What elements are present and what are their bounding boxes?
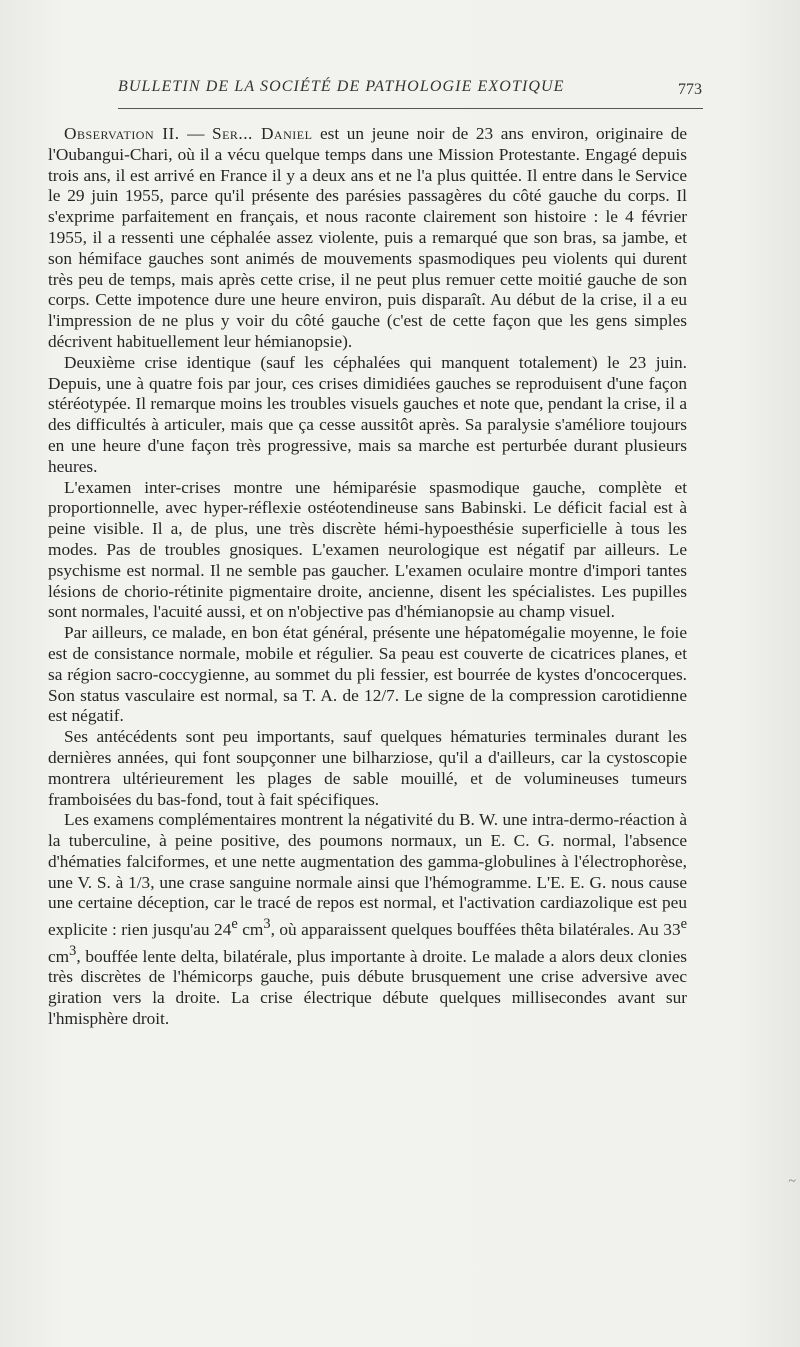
running-title: BULLETIN DE LA SOCIÉTÉ DE PATHOLOGIE EXOTIQUE [118, 78, 565, 95]
dash: — [179, 124, 212, 143]
text-segment: , bouffée lente delta, bilatérale, plus importante à droite. Le malade a alors deux clonies très discrètes de l'hémicorps gauche, puis débute brusquement une crise adversive avec giration vers la droite. La crise électrique débute quelques millisecondes avant sur l'hmisphère droit. [48, 946, 687, 1028]
paragraph-text: est un jeune noir de 23 ans environ, originaire de l'Oubangui-Chari, où il a vécu quelque temps dans une Mission Protestante. Engagé depuis trois ans, il est arrivé en France il y a deux ans et ne l'a plus quittée. Il entre dans le Service le 29 juin 1955, parce qu'il présente des parésies passagères du côté gauche du corps. Il s'exprime parfaitement en français, et nous raconte clairement son histoire : le 4 février 1955, il a ressenti une céphalée assez violente, puis a remarqué que son bras, sa jambe, et son hémiface gauches sont animés de mouvements spasmodiques peu violents qui durent très peu de temps, mais après cette crise, il ne peut plus remuer cette moitié gauche de son corps. Cette impotence dure une heure environ, puis disparaît. Au début de la crise, il a eu l'impression de ne plus y voir du côté gauche (c'est de cette façon que les gens simples décrivent habituellement leur hémianopsie). [48, 124, 688, 351]
page-number: 773 [678, 81, 702, 98]
paragraph-general-state: Par ailleurs, ce malade, en bon état général, présente une hépatomégalie moyenne, le foie est de consistance normale, mobile et régulier. Sa peau est couverte de cicatrices planes, et sa région sacro-coccygienne, au sommet du pli fessier, est bourrée de kystes d'oncocerques. Son status vasculaire est normal, sa T. A. de 12/7. Le signe de la compression carotidienne est négatif. [48, 623, 687, 726]
margin-mark: ~ [788, 1174, 796, 1189]
paragraph-examination: L'examen inter-crises montre une hémiparésie spasmodique gauche, complète et proportionnelle, avec hyper-réflexie ostéotendineuse sans Babinski. Le déficit facial est à peine visible. Il a, de plus, une très discrète hémi-hypoesthésie superficielle à tous les modes. Pas de troubles gnosiques. L'examen neurologique est négatif par ailleurs. Le psychisme est normal. Il ne semble pas gaucher. L'examen oculaire montre d'impori tantes lésions de chorio-rétinite pigmentaire droite, ancienne, disent les spécialistes. Les pupilles sont normales, l'acuité aussi, et on n'objective pas d'hémianopsie au champ visuel. [48, 477, 687, 622]
header-rule [118, 108, 703, 109]
patient-name: Ser... Daniel [211, 124, 313, 143]
page-header [118, 72, 708, 112]
observation-label: Observation II. [64, 124, 180, 143]
superscript: 3 [263, 916, 271, 933]
paragraph-history: Ses antécédents sont peu importants, sauf quelques hématuries terminales durant les dernières années, qui font soupçonner une bilharziose, qu'il a d'ailleurs, car la cystoscopie montrera ultérieurement les plages de sable mouillé, et de volumineuses tumeurs framboisées du bas-fond, tout à fait spécifiques. [48, 727, 687, 809]
paragraph-observation [48, 124, 687, 353]
text-segment: cm [237, 920, 264, 940]
superscript: e [231, 916, 238, 933]
article-body [48, 124, 687, 1030]
superscript: e [680, 916, 687, 933]
paragraph-second-crisis: Deuxième crise identique (sauf les céphalées qui manquent totalement) le 23 juin. Depuis, une à quatre fois par jour, ces crises dimidiées gauches se reproduisent d'une façon stéréotypée. Il remarque moins les troubles visuels gauches et note que, pendant la crise, il a des difficultés à articuler, mais que ça cesse aussitôt après. Sa paralysie s'améliore toujours en une heure d'une façon très progressive, mais sa marche est perturbée durant plusieurs heures. [48, 352, 687, 476]
paragraph-complementary-exams [48, 810, 687, 1030]
text-segment: Les examens complémentaires montrent la négativité du B. W. une intra-dermo-réaction à la tuberculine, à peine positive, des poumons normaux, un E. C. G. normal, l'absence d'hématies falciformes, et une nette augmentation des gamma-globulines à l'électrophorèse, une V. S. à 1/3, une crase sanguine normale ainsi que l'hémogramme. L'E. E. G. nous cause une certaine déception, car le tracé de repos est normal, et l'activation cardiazolique est peu explicite : rien jusqu'au 24 [48, 810, 687, 940]
superscript: 3 [69, 942, 77, 959]
text-segment: , où apparaissent quelques bouffées thêta bilatérales. Au 33 [270, 920, 681, 940]
text-segment: cm [48, 946, 70, 966]
